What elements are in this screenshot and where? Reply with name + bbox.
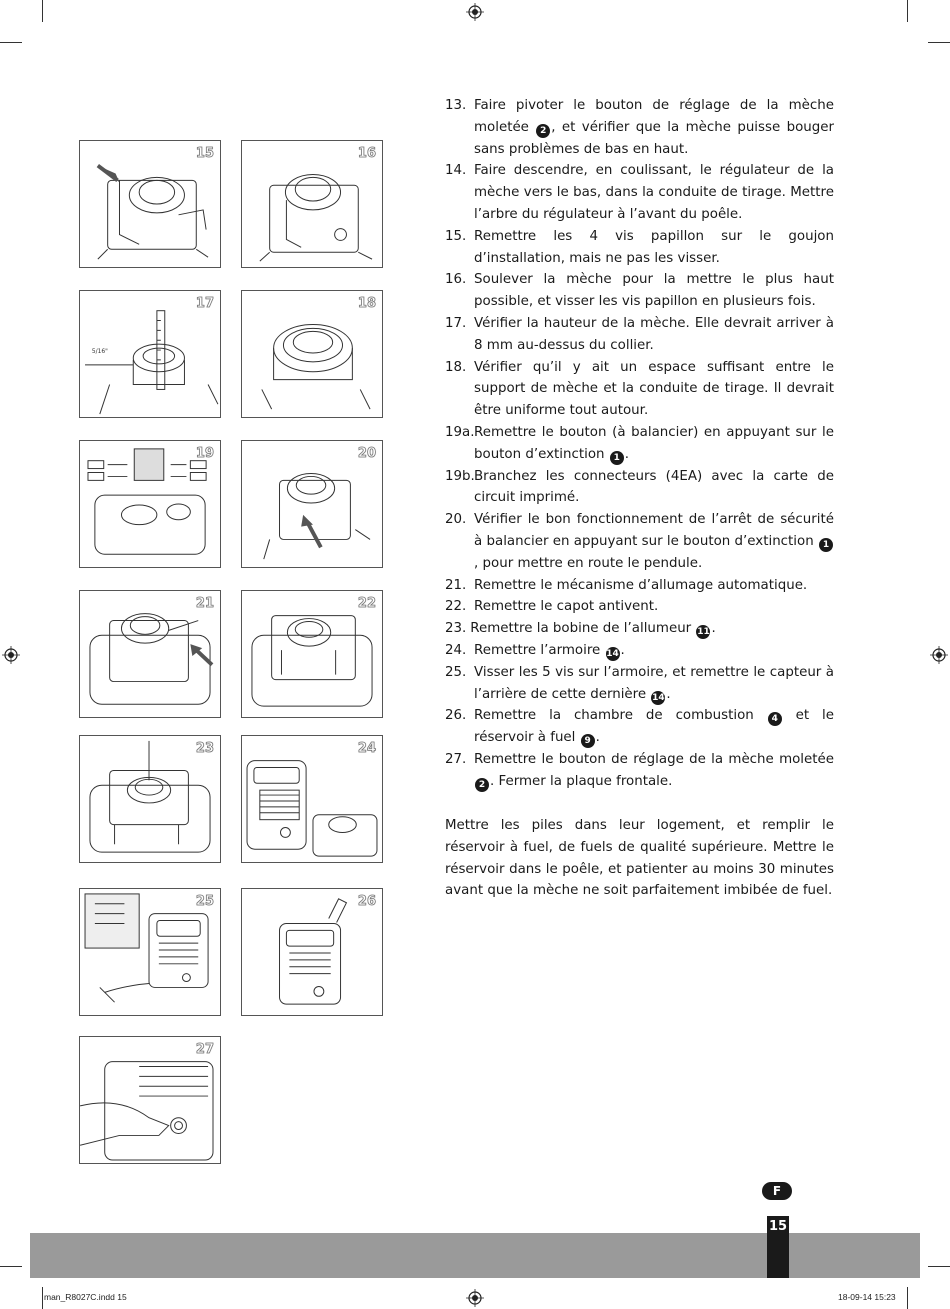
step-text-segment: Branchez les connecteurs (4EA) avec la carte de circuit imprimé. [474, 468, 834, 506]
step-text [474, 509, 834, 574]
figure-22 [241, 590, 383, 718]
figure-21 [79, 590, 221, 718]
figure-27 [79, 1036, 221, 1164]
step-text-segment: Vérifier le bon fonctionnement de l’arrêt de sécurité à balancier en appuyant sur le bouton d’extinction [474, 512, 834, 549]
figure-25 [79, 888, 221, 1016]
instruction-step [445, 269, 834, 313]
figure-18 [241, 290, 383, 418]
step-text [474, 640, 834, 662]
instruction-step [445, 618, 834, 640]
step-text-segment: Remettre la bobine de l’allumeur [470, 621, 696, 637]
instruction-step [445, 596, 834, 618]
crop-mark [42, 1287, 43, 1309]
step-text-segment: Remettre le bouton (à balancier) en appuyant sur le bouton d’extinction [474, 424, 834, 462]
step-number: 18. [445, 359, 467, 375]
figure-number: 26 [357, 894, 376, 909]
part-reference-icon: 9 [581, 734, 595, 748]
step-text-segment: , et vérifier que la mèche puisse bouger sans problèmes de bas en haut. [474, 119, 834, 157]
step-text [474, 662, 834, 706]
instruction-list [445, 95, 834, 793]
footer-timestamp: 18-09-14 15:23 [838, 1292, 896, 1302]
page-number: 15 [767, 1216, 789, 1278]
step-text-segment: Faire descendre, en coulissant, le régulateur de la mèche vers le bas, dans la conduite de tirage. Mettre l’arbre du régulateur à l’avant du poêle. [474, 163, 834, 222]
figure-number: 21 [195, 596, 214, 611]
figure-number: 20 [357, 446, 376, 461]
registration-mark-icon [2, 646, 20, 664]
registration-mark-icon [930, 646, 948, 664]
part-reference-icon: 2 [536, 124, 550, 138]
step-number: 17. [445, 315, 467, 331]
step-text [474, 226, 834, 270]
figure-24 [241, 735, 383, 863]
figure-number: 27 [195, 1042, 214, 1057]
step-text-segment: Soulever la mèche pour la mettre le plus haut possible, et visser les vis papillon en plusieurs fois. [474, 272, 834, 310]
step-text [474, 269, 834, 313]
step-text-segment: Remettre le bouton de réglage de la mèche moletée [474, 751, 834, 767]
part-reference-icon: 1 [610, 451, 624, 465]
step-text [474, 422, 834, 466]
step-text [474, 705, 834, 749]
instruction-step [445, 466, 834, 510]
instruction-step [445, 640, 834, 662]
figure-number: 18 [357, 296, 376, 311]
step-text [474, 313, 834, 357]
figure-number: 19 [195, 446, 214, 461]
crop-mark [928, 42, 950, 43]
instruction-step [445, 662, 834, 706]
step-number: 27. [445, 751, 467, 767]
step-text-segment: Remettre la chambre de combustion [474, 708, 767, 724]
figure-17 [79, 290, 221, 418]
step-text [470, 618, 834, 640]
crop-mark [42, 0, 43, 22]
step-text-segment: . Fermer la plaque frontale. [490, 773, 673, 789]
step-text [474, 749, 834, 793]
figure-number: 22 [357, 596, 376, 611]
step-number: 20. [445, 512, 467, 528]
step-text [474, 160, 834, 225]
step-text [474, 596, 834, 618]
part-reference-icon: 4 [768, 712, 782, 726]
figure-number: 16 [357, 146, 376, 161]
instruction-step [445, 422, 834, 466]
part-reference-icon: 14 [652, 692, 665, 703]
part-reference-icon: 2 [475, 778, 489, 792]
language-badge: F [762, 1182, 792, 1200]
crop-mark [0, 42, 22, 43]
figure-number: 15 [195, 146, 214, 161]
step-number: 22. [445, 599, 467, 615]
part-reference-icon: 14 [606, 648, 619, 659]
figure-15 [79, 140, 221, 268]
step-text-segment: Remettre le mécanisme d’allumage automatique. [474, 577, 808, 593]
registration-mark-icon [466, 3, 484, 21]
figure-number: 24 [357, 741, 376, 756]
figure-23 [79, 735, 221, 863]
step-text-segment: Vérifier qu’il y ait un espace suffisant entre le support de mèche et la conduite de tirage. Il devrait être uniforme tout autour. [474, 359, 834, 419]
step-text [474, 575, 834, 597]
step-number: 26. [445, 708, 467, 724]
step-number: 21. [445, 577, 467, 593]
step-text [474, 95, 834, 160]
step-text-segment: . [711, 621, 716, 637]
figure-16 [241, 140, 383, 268]
step-text-segment: . [595, 730, 600, 746]
step-text-segment: et le réservoir à fuel [474, 708, 834, 746]
instruction-step [445, 95, 834, 160]
step-text-segment: Visser les 5 vis sur l’armoire, et remettre le capteur à l’arrière de cette dernière [474, 664, 834, 702]
footer-file-info: man_R8027C.indd 15 [44, 1292, 127, 1302]
figure-number: 23 [195, 741, 214, 756]
step-text-segment: . [666, 686, 671, 702]
figure-26 [241, 888, 383, 1016]
instruction-step [445, 705, 834, 749]
instruction-step [445, 509, 834, 574]
crop-mark [0, 1266, 22, 1267]
step-text-segment: Remettre l’armoire [474, 642, 605, 658]
instruction-step [445, 313, 834, 357]
crop-mark [907, 1287, 908, 1309]
part-reference-icon: 11 [697, 627, 710, 638]
step-number: 13. [445, 98, 467, 113]
step-text-segment: , pour mettre en route le pendule. [474, 555, 703, 571]
step-number: 15. [445, 228, 467, 244]
instruction-step [445, 357, 834, 422]
registration-mark-icon [466, 1289, 484, 1307]
step-number: 24. [445, 642, 467, 658]
step-text [474, 466, 834, 510]
step-text-segment: Remettre le capot antivent. [474, 599, 659, 615]
instruction-step [445, 575, 834, 597]
figure-number: 25 [195, 894, 214, 909]
step-number: 16. [445, 272, 467, 288]
closing-paragraph: Mettre les piles dans leur logement, et remplir le réservoir à fuel, de fuels de qualité supérieure. Mettre le réservoir dans le poêle, et patienter au moins 30 minutes avant que la mèche ne soit parfaitement imbibée de fuel. [445, 818, 834, 899]
measurement-label: 5/16" [91, 349, 108, 356]
step-text-segment: Remettre les 4 vis papillon sur le goujon d’installation, mais ne pas les visser. [474, 228, 834, 266]
step-text-segment: Vérifier la hauteur de la mèche. Elle devrait arriver à 8 mm au-dessus du collier. [474, 315, 834, 353]
step-number: 23. [445, 621, 467, 637]
part-reference-icon: 1 [819, 538, 833, 552]
figure-19 [79, 440, 221, 568]
crop-mark [907, 0, 908, 22]
step-number: 19b. [445, 468, 475, 484]
step-text [474, 357, 834, 422]
instruction-step [445, 749, 834, 793]
step-text-segment: Faire pivoter le bouton de réglage de la mèche moletée [474, 98, 834, 135]
figure-number: 17 [195, 296, 214, 311]
step-number: 25. [445, 664, 467, 680]
step-text-segment: . [624, 446, 630, 462]
step-text-segment: . [620, 642, 625, 658]
step-number: 19a. [445, 424, 475, 440]
instruction-step [445, 226, 834, 270]
instruction-step [445, 160, 834, 225]
figure-20 [241, 440, 383, 568]
step-number: 14. [445, 163, 467, 179]
crop-mark [928, 1266, 950, 1267]
